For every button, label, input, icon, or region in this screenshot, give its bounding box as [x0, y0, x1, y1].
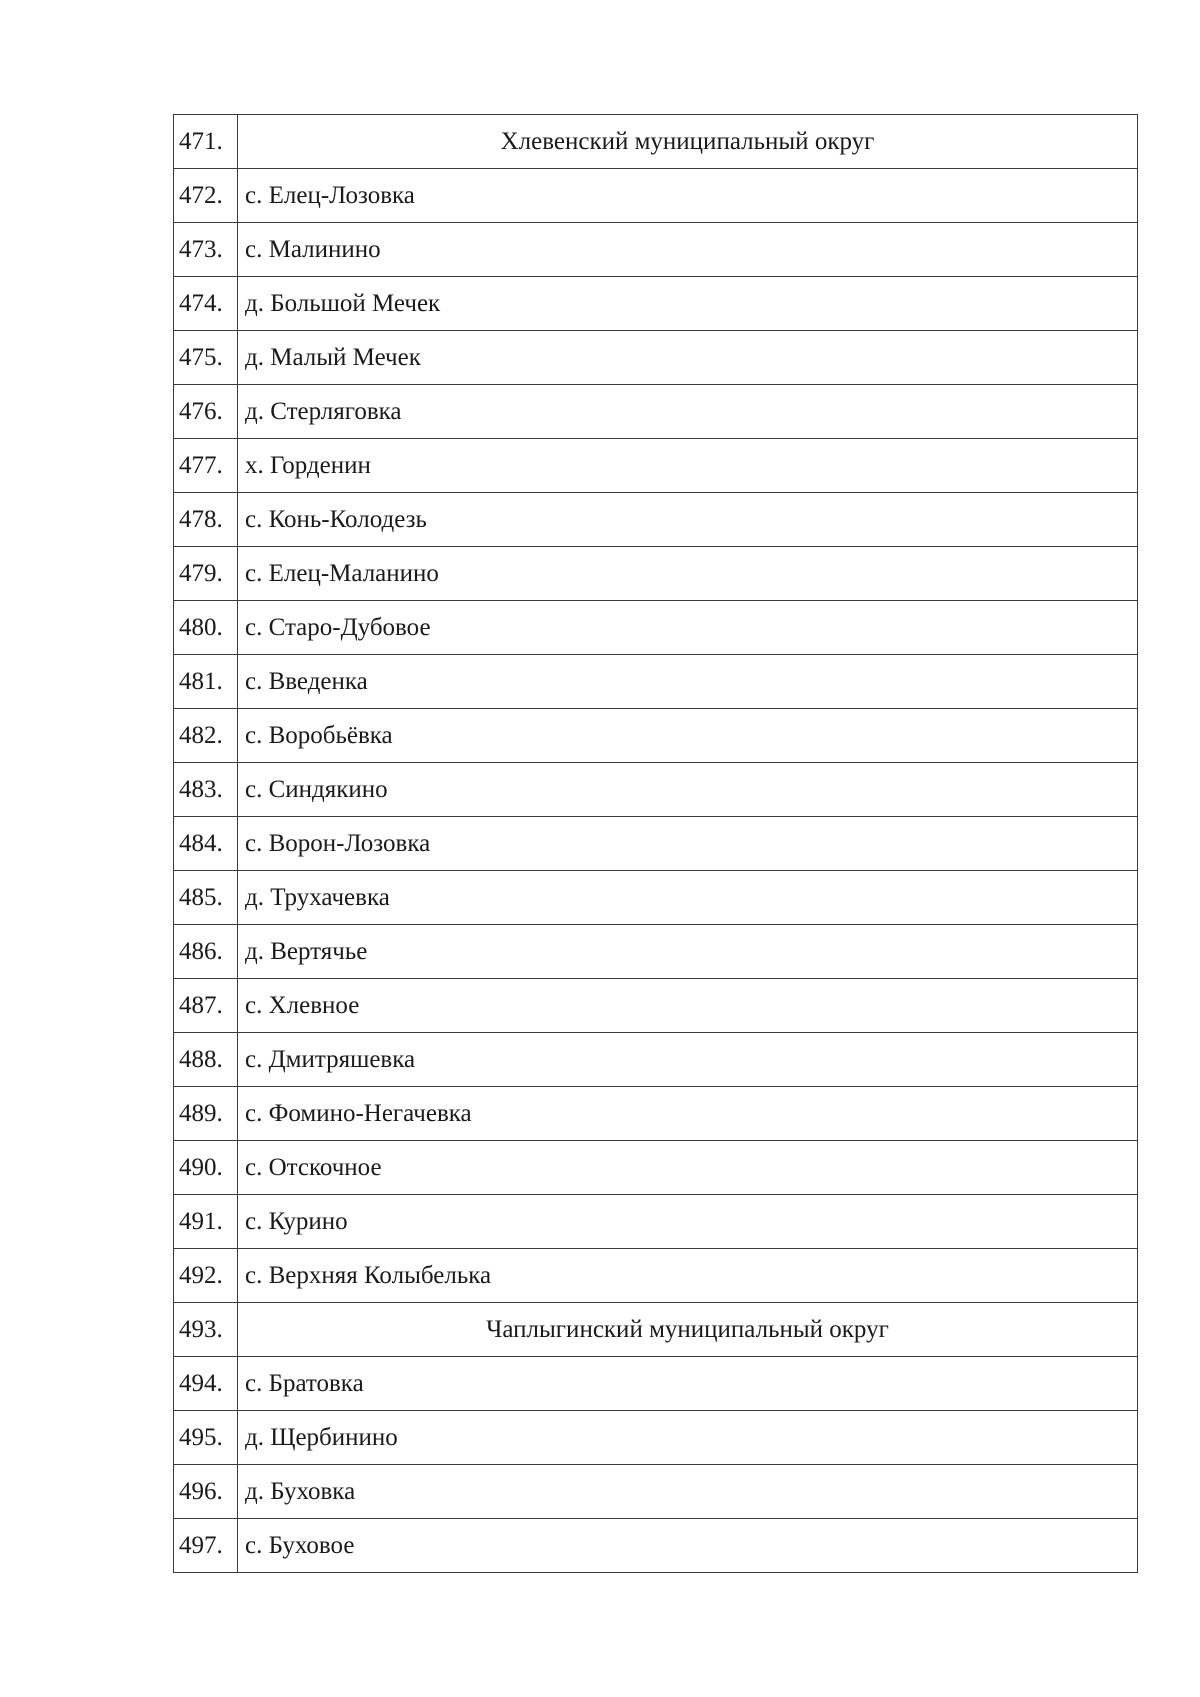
row-number: 482.	[174, 709, 238, 763]
settlement-name: с. Фомино-Негачевка	[238, 1087, 1138, 1141]
settlement-name: д. Большой Мечек	[238, 277, 1138, 331]
table-row	[174, 223, 1138, 277]
settlement-name: с. Конь-Колодезь	[238, 493, 1138, 547]
settlement-name: с. Елец-Маланино	[238, 547, 1138, 601]
table-row	[174, 493, 1138, 547]
settlement-name: с. Воробьёвка	[238, 709, 1138, 763]
settlement-name: д. Щербинино	[238, 1411, 1138, 1465]
settlement-name: д. Малый Мечек	[238, 331, 1138, 385]
table-row	[174, 709, 1138, 763]
table-row	[174, 331, 1138, 385]
row-number: 478.	[174, 493, 238, 547]
row-number: 481.	[174, 655, 238, 709]
table-row	[174, 1519, 1138, 1573]
table-row	[174, 601, 1138, 655]
settlement-name: с. Верхняя Колыбелька	[238, 1249, 1138, 1303]
table-row	[174, 1087, 1138, 1141]
table-row	[174, 1411, 1138, 1465]
row-number: 491.	[174, 1195, 238, 1249]
table-row	[174, 1357, 1138, 1411]
row-number: 473.	[174, 223, 238, 277]
settlement-name: с. Введенка	[238, 655, 1138, 709]
settlements-table-body	[174, 115, 1138, 1573]
row-number: 480.	[174, 601, 238, 655]
row-number: 471.	[174, 115, 238, 169]
settlements-table	[173, 114, 1138, 1573]
row-number: 477.	[174, 439, 238, 493]
row-number: 472.	[174, 169, 238, 223]
row-number: 475.	[174, 331, 238, 385]
district-header-row	[174, 1303, 1138, 1357]
row-number: 476.	[174, 385, 238, 439]
row-number: 479.	[174, 547, 238, 601]
settlement-name: с. Ворон-Лозовка	[238, 817, 1138, 871]
row-number: 474.	[174, 277, 238, 331]
table-row	[174, 817, 1138, 871]
row-number: 486.	[174, 925, 238, 979]
table-row	[174, 1141, 1138, 1195]
table-row	[174, 1249, 1138, 1303]
row-number: 483.	[174, 763, 238, 817]
settlement-name: д. Стерляговка	[238, 385, 1138, 439]
row-number: 490.	[174, 1141, 238, 1195]
table-row	[174, 1195, 1138, 1249]
settlement-name: с. Дмитряшевка	[238, 1033, 1138, 1087]
district-name: Чаплыгинский муниципальный округ	[238, 1303, 1138, 1357]
settlement-name: с. Буховое	[238, 1519, 1138, 1573]
row-number: 497.	[174, 1519, 238, 1573]
row-number: 489.	[174, 1087, 238, 1141]
settlement-name: х. Горденин	[238, 439, 1138, 493]
table-row	[174, 439, 1138, 493]
row-number: 496.	[174, 1465, 238, 1519]
settlement-name: д. Буховка	[238, 1465, 1138, 1519]
settlement-name: д. Трухачевка	[238, 871, 1138, 925]
table-row	[174, 871, 1138, 925]
table-row	[174, 547, 1138, 601]
row-number: 487.	[174, 979, 238, 1033]
settlement-name: с. Курино	[238, 1195, 1138, 1249]
row-number: 485.	[174, 871, 238, 925]
row-number: 488.	[174, 1033, 238, 1087]
table-row	[174, 1033, 1138, 1087]
settlement-name: с. Братовка	[238, 1357, 1138, 1411]
table-row	[174, 1465, 1138, 1519]
row-number: 494.	[174, 1357, 238, 1411]
settlement-name: с. Отскочное	[238, 1141, 1138, 1195]
settlement-name: с. Малинино	[238, 223, 1138, 277]
table-row	[174, 169, 1138, 223]
district-header-row	[174, 115, 1138, 169]
settlement-name: с. Старо-Дубовое	[238, 601, 1138, 655]
table-row	[174, 763, 1138, 817]
row-number: 484.	[174, 817, 238, 871]
table-row	[174, 385, 1138, 439]
table-row	[174, 979, 1138, 1033]
row-number: 495.	[174, 1411, 238, 1465]
district-name: Хлевенский муниципальный округ	[238, 115, 1138, 169]
table-row	[174, 655, 1138, 709]
settlement-name: д. Вертячье	[238, 925, 1138, 979]
table-row	[174, 277, 1138, 331]
settlement-name: с. Елец-Лозовка	[238, 169, 1138, 223]
row-number: 493.	[174, 1303, 238, 1357]
table-row	[174, 925, 1138, 979]
settlement-name: с. Синдякино	[238, 763, 1138, 817]
settlement-name: с. Хлевное	[238, 979, 1138, 1033]
row-number: 492.	[174, 1249, 238, 1303]
